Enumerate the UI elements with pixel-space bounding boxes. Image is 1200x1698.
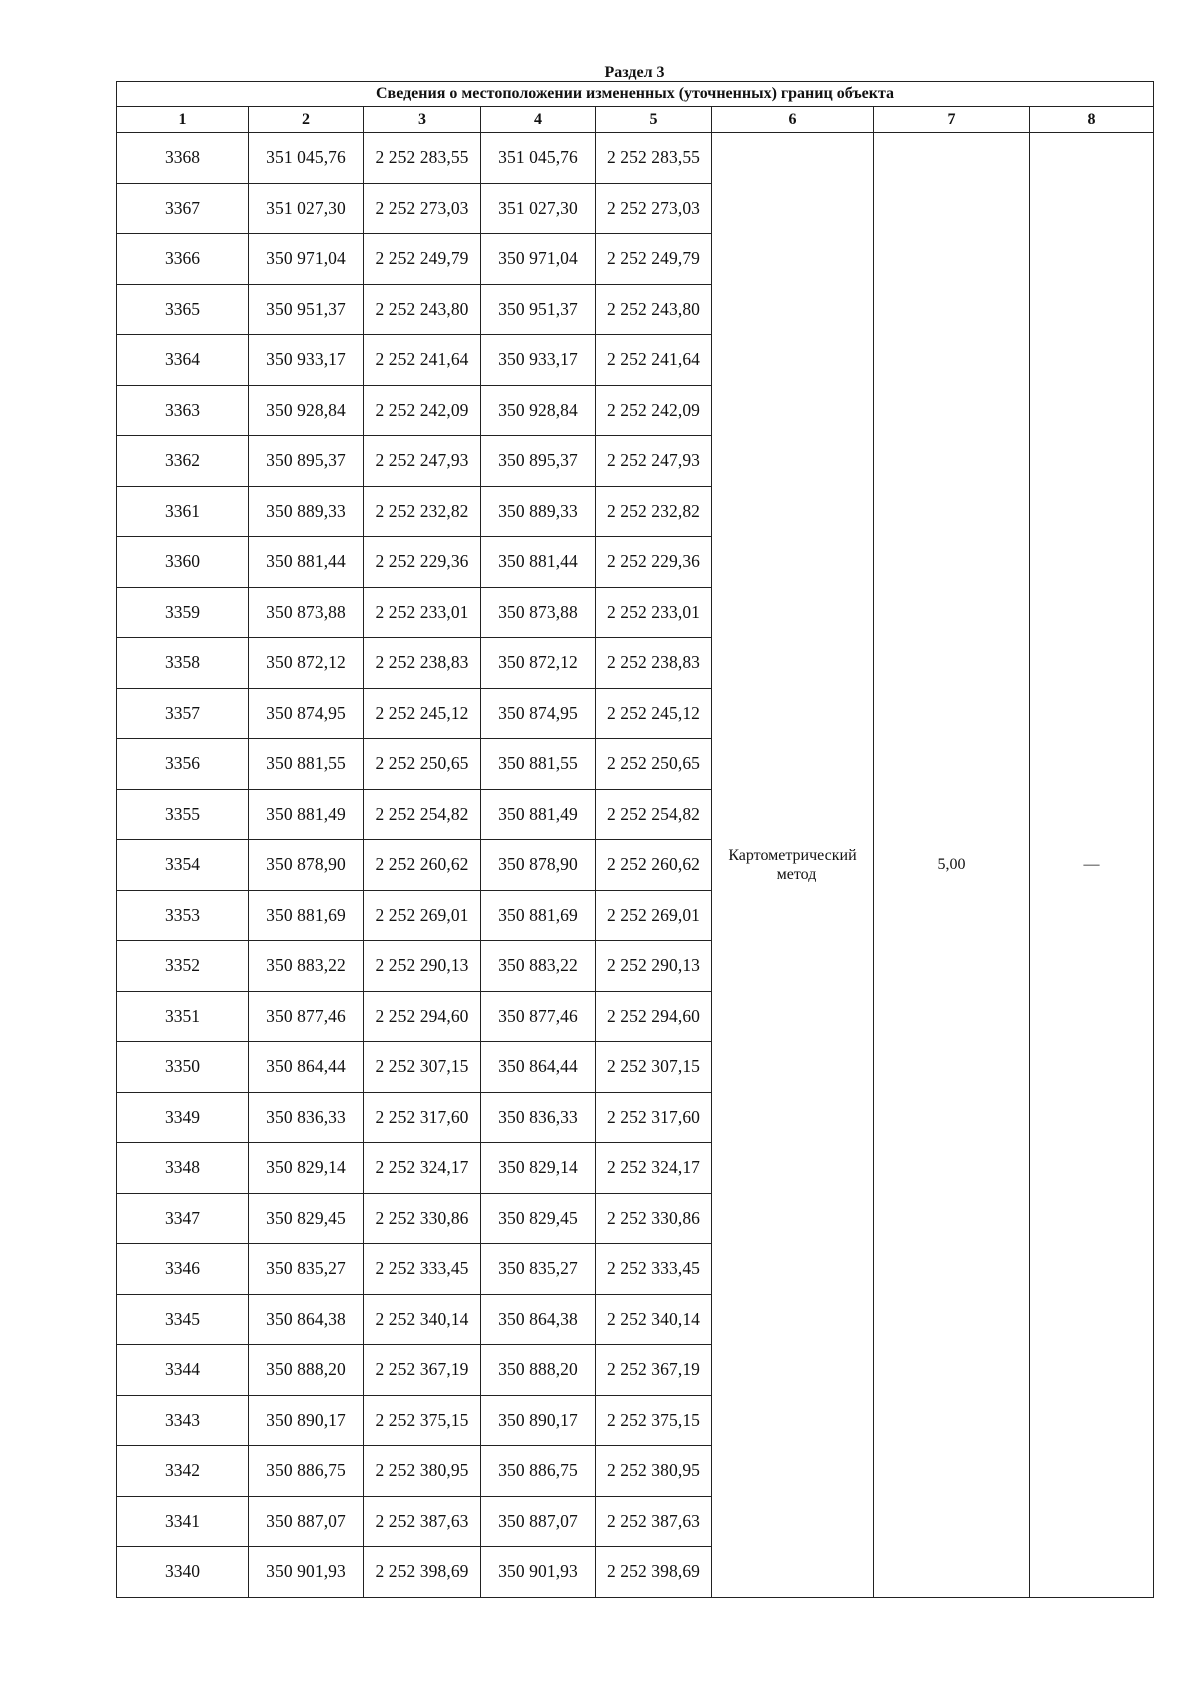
point-number-cell: 3348 (117, 1143, 249, 1194)
coordinate-cell: 2 252 307,15 (364, 1042, 481, 1093)
method-line-2: метод (776, 865, 817, 883)
point-number-cell: 3359 (117, 587, 249, 638)
column-header-8: 8 (1030, 107, 1154, 133)
coordinate-cell: 350 933,17 (481, 335, 596, 386)
coordinate-cell: 350 888,20 (249, 1345, 364, 1396)
column-header-7: 7 (874, 107, 1030, 133)
coordinate-cell: 350 874,95 (249, 688, 364, 739)
coordinate-cell: 2 252 317,60 (364, 1092, 481, 1143)
method-line-1: Картометрический (728, 846, 857, 864)
coordinate-cell: 2 252 245,12 (364, 688, 481, 739)
coordinate-cell: 2 252 273,03 (596, 183, 712, 234)
boundary-table (116, 81, 1154, 1598)
coordinate-cell: 2 252 340,14 (596, 1294, 712, 1345)
column-header-4: 4 (481, 107, 596, 133)
coordinate-cell: 350 901,93 (481, 1547, 596, 1598)
point-number-cell: 3360 (117, 537, 249, 588)
coordinate-cell: 350 886,75 (249, 1446, 364, 1497)
coordinate-cell: 2 252 254,82 (364, 789, 481, 840)
point-number-cell: 3367 (117, 183, 249, 234)
coordinate-cell: 351 045,76 (481, 133, 596, 184)
section-title: Раздел 3 (604, 64, 665, 81)
coordinate-cell: 351 045,76 (249, 133, 364, 184)
point-number-cell: 3368 (117, 133, 249, 184)
coordinate-cell: 2 252 260,62 (596, 840, 712, 891)
coordinate-cell: 350 895,37 (481, 436, 596, 487)
coordinate-cell: 350 836,33 (481, 1092, 596, 1143)
coordinate-cell: 350 928,84 (249, 385, 364, 436)
coordinate-cell: 350 881,49 (249, 789, 364, 840)
coordinate-cell: 2 252 247,93 (596, 436, 712, 487)
coordinate-cell: 351 027,30 (249, 183, 364, 234)
point-number-cell: 3362 (117, 436, 249, 487)
coordinate-cell: 350 881,69 (249, 890, 364, 941)
point-number-cell: 3351 (117, 991, 249, 1042)
coordinate-cell: 350 889,33 (249, 486, 364, 537)
coordinate-cell: 2 252 232,82 (364, 486, 481, 537)
point-number-cell: 3354 (117, 840, 249, 891)
coordinate-cell: 350 878,90 (249, 840, 364, 891)
column-header-5: 5 (596, 107, 712, 133)
coordinate-cell: 2 252 340,14 (364, 1294, 481, 1345)
point-number-cell: 3364 (117, 335, 249, 386)
coordinate-cell: 2 252 380,95 (596, 1446, 712, 1497)
coordinate-cell: 2 252 294,60 (596, 991, 712, 1042)
coordinate-cell: 350 881,44 (481, 537, 596, 588)
coordinate-cell: 350 874,95 (481, 688, 596, 739)
coordinate-cell: 2 252 324,17 (364, 1143, 481, 1194)
point-number-cell: 3343 (117, 1395, 249, 1446)
coordinate-cell: 350 971,04 (481, 234, 596, 285)
coordinate-cell: 350 951,37 (481, 284, 596, 335)
coordinate-cell: 2 252 243,80 (596, 284, 712, 335)
coordinate-cell: 350 877,46 (249, 991, 364, 1042)
coordinate-cell: 350 881,44 (249, 537, 364, 588)
coordinate-cell: 350 881,69 (481, 890, 596, 941)
point-number-cell: 3349 (117, 1092, 249, 1143)
coordinate-cell: 2 252 241,64 (596, 335, 712, 386)
point-number-cell: 3342 (117, 1446, 249, 1497)
point-number-cell: 3347 (117, 1193, 249, 1244)
table-body (117, 133, 1154, 1598)
coordinate-cell: 350 829,14 (249, 1143, 364, 1194)
point-number-cell: 3361 (117, 486, 249, 537)
point-number-cell: 3353 (117, 890, 249, 941)
coordinate-cell: 2 252 375,15 (364, 1395, 481, 1446)
coordinate-cell: 350 951,37 (249, 284, 364, 335)
coordinate-cell: 350 864,44 (481, 1042, 596, 1093)
coordinate-cell: 2 252 330,86 (364, 1193, 481, 1244)
coordinate-cell: 350 971,04 (249, 234, 364, 285)
coordinate-cell: 2 252 229,36 (364, 537, 481, 588)
coordinate-cell: 2 252 387,63 (596, 1496, 712, 1547)
coordinate-cell: 2 252 250,65 (364, 739, 481, 790)
coordinate-cell: 2 252 232,82 (596, 486, 712, 537)
coordinate-cell: 2 252 254,82 (596, 789, 712, 840)
point-number-cell: 3341 (117, 1496, 249, 1547)
coordinate-cell: 350 886,75 (481, 1446, 596, 1497)
point-number-cell: 3363 (117, 385, 249, 436)
point-number-cell: 3350 (117, 1042, 249, 1093)
coordinate-cell: 350 881,55 (249, 739, 364, 790)
coordinate-cell: 2 252 398,69 (596, 1547, 712, 1598)
column-header-6: 6 (712, 107, 874, 133)
coordinate-cell: 350 883,22 (249, 941, 364, 992)
coordinate-cell: 351 027,30 (481, 183, 596, 234)
coordinate-cell: 2 252 233,01 (364, 587, 481, 638)
coordinate-cell: 350 835,27 (481, 1244, 596, 1295)
coordinate-cell: 350 872,12 (481, 638, 596, 689)
coordinate-cell: 350 864,38 (249, 1294, 364, 1345)
point-number-cell: 3340 (117, 1547, 249, 1598)
coordinate-cell: 350 890,17 (249, 1395, 364, 1446)
coordinate-cell: 350 881,49 (481, 789, 596, 840)
document-sheet (116, 64, 1153, 1598)
coordinate-cell: 2 252 249,79 (596, 234, 712, 285)
coordinate-cell: 2 252 269,01 (596, 890, 712, 941)
coordinate-cell: 350 888,20 (481, 1345, 596, 1396)
coordinate-cell: 2 252 330,86 (596, 1193, 712, 1244)
point-number-cell: 3345 (117, 1294, 249, 1345)
coordinate-cell: 350 881,55 (481, 739, 596, 790)
coordinate-cell: 2 252 380,95 (364, 1446, 481, 1497)
point-number-cell: 3355 (117, 789, 249, 840)
point-number-cell: 3358 (117, 638, 249, 689)
column-header-1: 1 (117, 107, 249, 133)
coordinate-cell: 350 928,84 (481, 385, 596, 436)
coordinate-cell: 350 887,07 (481, 1496, 596, 1547)
coordinate-cell: 2 252 283,55 (364, 133, 481, 184)
coordinate-cell: 2 252 294,60 (364, 991, 481, 1042)
coordinate-cell: 2 252 245,12 (596, 688, 712, 739)
point-number-cell: 3357 (117, 688, 249, 739)
coordinate-cell: 2 252 307,15 (596, 1042, 712, 1093)
coordinate-cell: 2 252 290,13 (596, 941, 712, 992)
coordinate-cell: 350 836,33 (249, 1092, 364, 1143)
coordinate-cell: 350 835,27 (249, 1244, 364, 1295)
coordinate-cell: 350 889,33 (481, 486, 596, 537)
coordinate-cell: 350 878,90 (481, 840, 596, 891)
column-header-row (117, 107, 1154, 133)
coordinate-cell: 2 252 387,63 (364, 1496, 481, 1547)
coordinate-cell: 350 873,88 (249, 587, 364, 638)
coordinate-cell: 350 872,12 (249, 638, 364, 689)
coordinate-cell: 2 252 247,93 (364, 436, 481, 487)
coordinate-cell: 2 252 242,09 (596, 385, 712, 436)
coordinate-cell: 350 877,46 (481, 991, 596, 1042)
coordinate-cell: 2 252 250,65 (596, 739, 712, 790)
coordinate-cell: 2 252 367,19 (364, 1345, 481, 1396)
coordinate-cell: 350 887,07 (249, 1496, 364, 1547)
point-number-cell: 3366 (117, 234, 249, 285)
coordinate-cell: 2 252 249,79 (364, 234, 481, 285)
note-cell: — (1030, 133, 1154, 1598)
coordinate-cell: 2 252 269,01 (364, 890, 481, 941)
coordinate-cell: 2 252 242,09 (364, 385, 481, 436)
coordinate-cell: 2 252 243,80 (364, 284, 481, 335)
coordinate-cell: 350 829,45 (249, 1193, 364, 1244)
coordinate-cell: 350 829,14 (481, 1143, 596, 1194)
coordinate-cell: 350 864,44 (249, 1042, 364, 1093)
table-caption: Сведения о местоположении измененных (уточненных) границ объекта (117, 82, 1154, 107)
coordinate-cell: 2 252 398,69 (364, 1547, 481, 1598)
coordinate-cell: 350 829,45 (481, 1193, 596, 1244)
point-number-cell: 3352 (117, 941, 249, 992)
coordinate-cell: 2 252 273,03 (364, 183, 481, 234)
coordinate-cell: 350 864,38 (481, 1294, 596, 1345)
coordinate-cell: 2 252 333,45 (364, 1244, 481, 1295)
coordinate-cell: 2 252 283,55 (596, 133, 712, 184)
coordinate-cell: 350 933,17 (249, 335, 364, 386)
coordinate-cell: 2 252 333,45 (596, 1244, 712, 1295)
coordinate-cell: 2 252 238,83 (364, 638, 481, 689)
coordinate-cell: 2 252 238,83 (596, 638, 712, 689)
coordinate-cell: 2 252 229,36 (596, 537, 712, 588)
column-header-3: 3 (364, 107, 481, 133)
accuracy-cell: 5,00 (874, 133, 1030, 1598)
column-header-2: 2 (249, 107, 364, 133)
coordinate-cell: 2 252 260,62 (364, 840, 481, 891)
point-number-cell: 3356 (117, 739, 249, 790)
point-number-cell: 3344 (117, 1345, 249, 1396)
table-row (117, 133, 1154, 184)
point-number-cell: 3365 (117, 284, 249, 335)
method-cell (712, 133, 874, 1598)
coordinate-cell: 2 252 233,01 (596, 587, 712, 638)
coordinate-cell: 2 252 241,64 (364, 335, 481, 386)
coordinate-cell: 350 873,88 (481, 587, 596, 638)
coordinate-cell: 350 901,93 (249, 1547, 364, 1598)
coordinate-cell: 350 890,17 (481, 1395, 596, 1446)
coordinate-cell: 350 895,37 (249, 436, 364, 487)
coordinate-cell: 2 252 290,13 (364, 941, 481, 992)
point-number-cell: 3346 (117, 1244, 249, 1295)
coordinate-cell: 2 252 317,60 (596, 1092, 712, 1143)
coordinate-cell: 2 252 375,15 (596, 1395, 712, 1446)
coordinate-cell: 2 252 324,17 (596, 1143, 712, 1194)
coordinate-cell: 2 252 367,19 (596, 1345, 712, 1396)
coordinate-cell: 350 883,22 (481, 941, 596, 992)
